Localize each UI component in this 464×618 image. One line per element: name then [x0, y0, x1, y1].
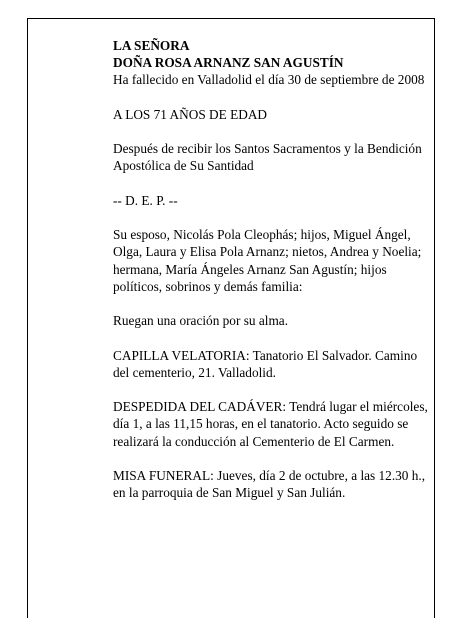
obituary-notice	[113, 37, 431, 519]
mass-label: MISA FUNERAL:	[113, 467, 214, 483]
chapel-label: CAPILLA VELATORIA:	[113, 347, 250, 363]
death-statement: Ha fallecido en Valladolid el día 30 de septiembre de 2008	[113, 72, 425, 88]
farewell-label: DESPEDIDA DEL CADÁVER:	[113, 399, 287, 415]
sacraments-line: Después de recibir los Santos Sacramentos y la Bendición Apostólica de Su Santidad	[113, 141, 422, 174]
farewell-text: Tendrá lugar el miércoles, día 1, a las 11,15 horas, en el tanatorio. Acto seguido se realizará la conducción al Cementerio de El Carmen.	[113, 399, 428, 449]
family-paragraph: Su esposo, Nicolás Pola Cleophás; hijos, Miguel Ángel, Olga, Laura y Elisa Pola Arnanz; nietos, Andrea y Noelia; hermana, María Ángeles Arnanz San Agustín; hijos políticos, sobrinos y demás familia:	[113, 227, 422, 294]
age-line: A LOS 71 AÑOS DE EDAD	[113, 106, 268, 122]
chapel-paragraph	[113, 347, 431, 381]
mass-text: Jueves, día 2 de octubre, a las 12.30 h., en la parroquia de San Miguel y San Julián.	[113, 467, 426, 501]
chapel-text: Tanatorio El Salvador. Camino del cementerio, 21. Valladolid.	[113, 347, 418, 380]
heading-title: LA SEÑORA	[113, 38, 190, 53]
heading-block	[113, 37, 431, 89]
farewell-paragraph	[113, 398, 431, 450]
dep-line: -- D. E. P. --	[113, 192, 178, 208]
mass-paragraph	[113, 467, 431, 501]
prayer-line: Ruegan una oración por su alma.	[113, 313, 289, 329]
deceased-name: DOÑA ROSA ARNANZ SAN AGUSTÍN	[113, 55, 344, 71]
